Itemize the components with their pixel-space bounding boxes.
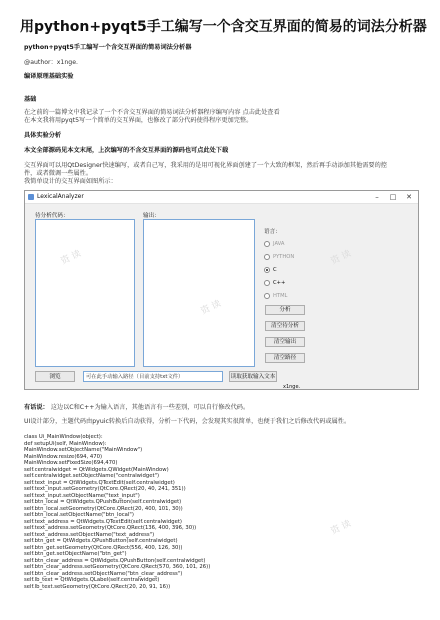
radio-java-label: JAVA (273, 241, 285, 247)
code-line: self.centralwidget = QtWidgets.QWidget(MainWindow) (24, 466, 169, 473)
code-line: self.btn_clear_address.setGeometry(QtCore.QRect(570, 360, 101, 26)) (24, 564, 211, 570)
clear-input-button[interactable]: 清空待分析 (265, 321, 305, 331)
app-icon (28, 194, 34, 200)
window-title: LexicalAnalyzer (37, 193, 84, 200)
window-titlebar (25, 191, 418, 204)
radio-python-label: PYTHON (273, 254, 295, 260)
code-line: self.btn_local.setObjectName("btn_local") (24, 512, 134, 518)
code-line: self.btn_clear_address.setObjectName("btn_clear_address") (24, 570, 183, 577)
radio-html-label: HTML (273, 293, 288, 299)
clear-path-button[interactable]: 清空路径 (265, 353, 305, 363)
app-window-screenshot (24, 190, 419, 390)
intro-line-1: 在之前的一篇博文中我记录了一个不含交互界面的简易词法分析器程序编写内容 点击此处查看 (24, 109, 280, 116)
input-label: 待分析代码： (35, 213, 69, 219)
analyze-button[interactable]: 分析 (265, 305, 305, 315)
code-line: self.btn_get.setObjectName("btn_get") (24, 551, 127, 557)
subtitle: python+pyqt5手工编写一个含交互界面的简易词法分析器 (24, 44, 192, 51)
section-principle-heading: 编译原理基础实验 (24, 73, 74, 80)
clear-output-button[interactable]: 清空输出 (265, 337, 305, 347)
code-line: self.text_input = QtWidgets.QTextEdit(self.centralwidget) (24, 479, 175, 486)
signature: x1nge. (283, 384, 301, 390)
note-1-text: 这边以C和C++为输入语言，其他语言有一些差别，可以自行修改代码。 (50, 404, 250, 411)
watermark: 资 读 (329, 518, 353, 537)
code-line: self.text_address.setGeometry(QtCore.QRect(136, 400, 396, 30)) (24, 525, 197, 531)
code-line: self.lb_text = QtWidgets.QLabel(self.centralwidget) (24, 577, 160, 583)
radio-html[interactable] (264, 293, 270, 299)
section-basic-heading: 基础 (24, 96, 37, 103)
code-block (24, 434, 210, 590)
code-line: self.centralwidget.setObjectName("centralwidget") (24, 473, 160, 479)
browse-button[interactable]: 浏览 (35, 371, 75, 382)
code-line: self.btn_get = QtWidgets.QPushButton(self.centralwidget) (24, 538, 178, 544)
radio-python[interactable] (264, 254, 270, 260)
maximize-icon[interactable]: □ (389, 193, 397, 201)
note-1 (24, 404, 249, 412)
radio-c-label: C (273, 267, 277, 273)
minimize-icon[interactable]: – (375, 193, 379, 201)
author: @author：x1nge. (24, 59, 78, 66)
radio-java[interactable] (264, 241, 270, 247)
detail-line-3: 我简单设计的交互界面如图所示： (24, 178, 117, 185)
detail-line-2: 件，或者微调一些属性。 (24, 170, 93, 177)
section-detail-heading: 具体实验分析 (24, 132, 62, 139)
note-2: UI设计部分，主题代码由pyuic转换后自动获得，分析一下代码，会发现其实很简单，也便于我们之后修改代码或属性。 (24, 418, 351, 425)
code-line: self.text_address = QtWidgets.QTextEdit(self.centralwidget) (24, 518, 183, 525)
code-line: self.btn_clear_address = QtWidgets.QPushButton(self.centralwidget) (24, 557, 206, 564)
watermark: 资 读 (59, 248, 83, 267)
intro-line-2: 在本文我将用pyqt5写一个简单的交互界面，也修改了部分代码使得程序更加完整。 (24, 117, 253, 124)
code-input[interactable] (35, 219, 135, 367)
code-line: class Ui_MainWindow(object): (24, 434, 103, 440)
code-line: self.lb_text.setGeometry(QtCore.QRect(20, 20, 91, 16)) (24, 583, 171, 590)
detail-line-1: 交互界面可以用QtDesigner快速编写，或者自己写，我采用的是用可视化界面创建了一个大致的框架，然后再手动添加其他需要的控 (24, 162, 387, 169)
output-label: 输出： (143, 213, 160, 219)
path-input[interactable]: 可在此手动输入路径（目前支持txt文件） (83, 371, 223, 382)
code-line: self.text_input.setGeometry(QtCore.QRect(20, 40, 241, 351)) (24, 486, 186, 492)
radio-c[interactable] (264, 267, 270, 273)
note-1-bold: 有话说： (24, 404, 49, 411)
code-line: self.btn_get.setGeometry(QtCore.QRect(556, 400, 126, 30)) (24, 544, 183, 551)
code-line: MainWindow.setFixedSize(694,470) (24, 460, 118, 466)
code-line: self.text_input.setObjectName("text_input") (24, 492, 140, 499)
code-line: self.text_address.setObjectName("text_address") (24, 531, 155, 538)
code-line: MainWindow.resize(694, 470) (24, 453, 103, 460)
code-line: MainWindow.setObjectName("MainWindow") (24, 447, 143, 453)
get-file-button[interactable]: 读取获取输入文本 (229, 371, 277, 382)
detail-note: 本文全部源码见本文末尾，上次编写的不含交互界面的源码也可点此处下载 (24, 147, 229, 154)
code-line: self.btn_local = QtWidgets.QPushButton(self.centralwidget) (24, 499, 182, 505)
language-label: 语言： (264, 229, 281, 235)
output-area[interactable] (143, 219, 255, 367)
page-title: 用python+pyqt5手工编写一个含交互界面的简易的词法分析器 (20, 19, 427, 35)
close-icon[interactable]: ✕ (406, 193, 412, 201)
watermark: 资 读 (329, 248, 353, 267)
radio-cpp-label: C++ (273, 280, 286, 286)
watermark: 资 读 (199, 298, 223, 317)
code-line: def setupUi(self, MainWindow): (24, 440, 107, 447)
radio-cpp[interactable] (264, 280, 270, 286)
code-line: self.btn_local.setGeometry(QtCore.QRect(20, 400, 101, 30)) (24, 505, 183, 512)
